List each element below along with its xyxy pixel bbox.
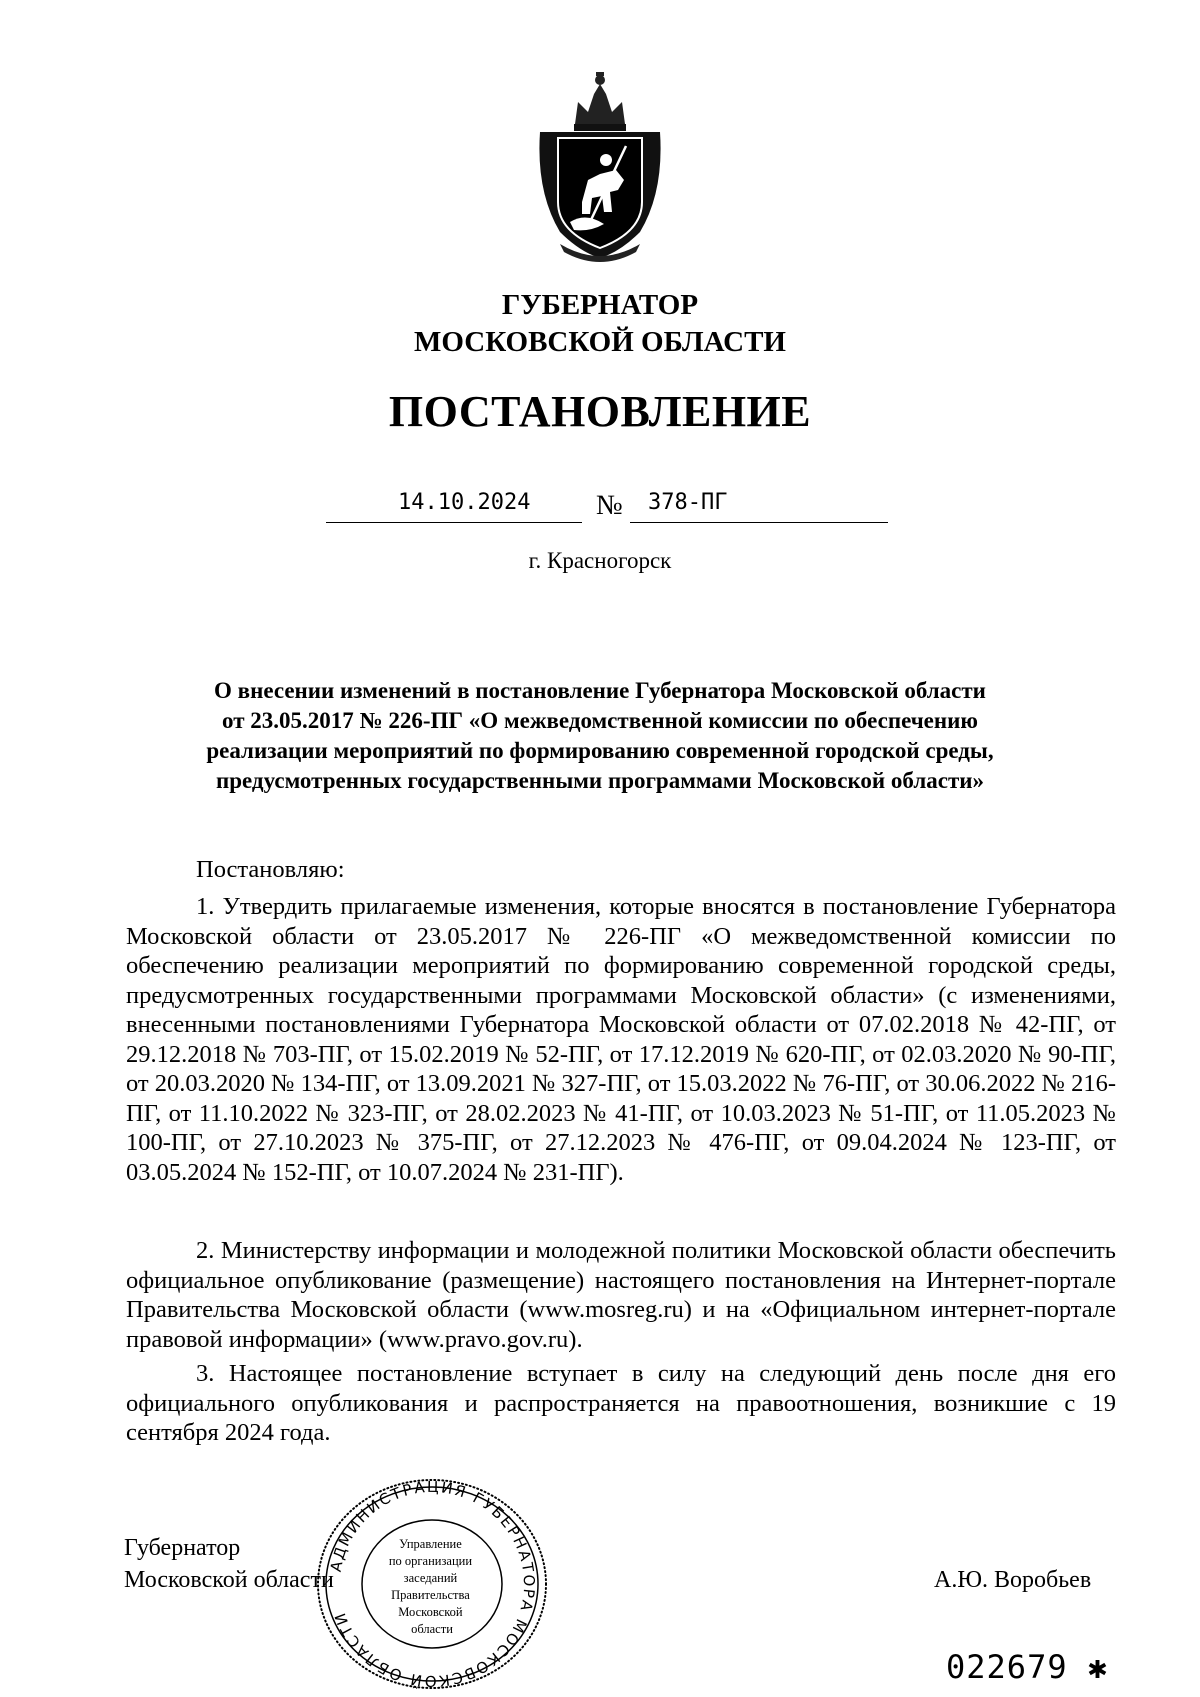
subject-line: реализации мероприятий по формированию современной городской среды, [206,738,994,763]
stamp-inner-line: области [411,1622,453,1636]
official-stamp [308,1472,556,1696]
paragraph-3: 3. Настоящее постановление вступает в силу на следующий день после дня его официального опубликования и распространяется на правоотношения, возникшие с 19 сентября 2024 года. [126,1360,1116,1446]
authority-title-line1: ГУБЕРНАТОР [501,289,699,321]
document-number: 378-ПГ [648,490,728,515]
stamp-inner-line: Московской [398,1605,463,1619]
coat-of-arms-emblem [530,72,670,262]
stamp-inner-line: Управление [399,1537,462,1551]
stamp-inner-line: по организации [388,1554,473,1568]
stamp-outer-text: АДМИНИСТРАЦИЯ ГУБЕРНАТОРА МОСКОВСКОЙ ОБЛАСТИ [326,1477,539,1691]
subject-line: от 23.05.2017 № 226-ПГ «О межведомственной комиссии по обеспечению [222,708,978,733]
signatory-name: А.Ю. Воробьев [934,1567,1092,1593]
subject-line: предусмотренных государственными программами Московской области» [215,768,985,793]
svg-text:Управление по организаци [389,1537,475,1636]
document-subject [130,676,1070,796]
paragraph-2: 2. Министерству информации и молодежной политики Московской области обеспечить официальное опубликование (размещение) настоящего постановления на Интернет-портале Правительства Московской области (www.mosreg.ru) и на «Официальном интернет-портале правовой информации» (www.pravo.gov.ru). [126,1237,1116,1353]
stamp-inner-line: заседаний [403,1571,458,1585]
signatory-position-line2: Московской области [124,1567,334,1593]
document-date: 14.10.2024 [398,490,531,515]
document-type-title: ПОСТАНОВЛЕНИЕ [388,387,812,436]
paragraph-1: 1. Утвердить прилагаемые изменения, которые вносятся в постановление Губернатора Московской области от 23.05.2017 № 226-ПГ «О межведомственной комиссии по обеспечению реализации мероприятий по формированию современной городской среды, предусмотренных государственными программами Московской области» (с изменениями, внесенными постановлениями Губернатора Московской области от 07.02.2018 № 42-ПГ, от 29.12.2018 № 703-ПГ, от 15.02.2019 № 52-ПГ, от 17.12.2019 № 620-ПГ, от 02.03.2020 № 90-ПГ, от 20.03.2020 № 134-ПГ, от 13.09.2021 № 327-ПГ, от 15.03.2022 № 76-ПГ, от 30.06.2022 № 216-ПГ, от 11.10.2022 № 323-ПГ, от 28.02.2023 № 41-ПГ, от 10.03.2023 № 51-ПГ, от 11.05.2023 № 100-ПГ, от 27.10.2023 № 375-ПГ, от 27.12.2023 № 476-ПГ, от 09.04.2024 № 123-ПГ, от 03.05.2024 № 152-ПГ, от 10.07.2024 № 231-ПГ). [126,893,1116,1186]
number-sign: № [596,490,623,521]
city-of-issue: г. Красногорск [528,548,672,573]
subject-line: О внесении изменений в постановление Губернатора Московской области [214,678,986,703]
resolve-phrase: Постановляю: [196,856,345,883]
stamp-inner-line: Правительства [391,1588,470,1602]
signatory-position-line1: Губернатор [124,1535,241,1561]
authority-title-line2: МОСКОВСКОЙ ОБЛАСТИ [413,326,786,358]
signatory-position [124,1532,334,1596]
form-serial-number: 022679 ✱ [946,1648,1109,1686]
